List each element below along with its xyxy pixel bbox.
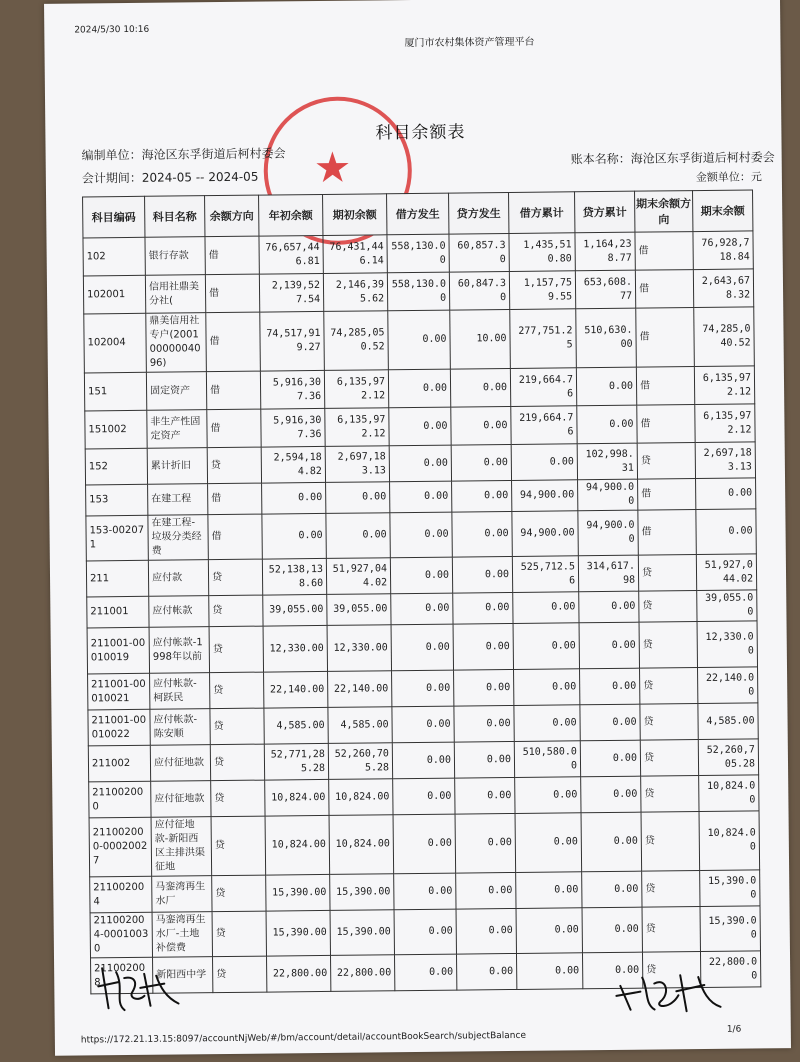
period-opening-balance: 74,285,050.52	[324, 311, 389, 371]
credit-cumulative: 0.00	[579, 622, 639, 669]
period-opening-balance: 10,824.00	[329, 815, 394, 875]
period-opening-balance: 10,824.00	[329, 779, 393, 816]
balance-direction: 贷	[210, 744, 264, 781]
year-opening-balance: 10,824.00	[265, 779, 329, 816]
account-name: 应付征地款	[151, 781, 211, 818]
account-code: 211002000-00020027	[89, 817, 152, 877]
account-code: 211001-00010021	[88, 673, 150, 710]
debit-amount: 558,130.00	[387, 234, 449, 273]
ending-balance: 22,140.00	[698, 667, 758, 704]
account-name: 应付征地款	[150, 745, 210, 782]
balance-table	[82, 189, 761, 994]
credit-amount: 0.00	[453, 623, 513, 670]
balance-direction: 贷	[207, 447, 261, 484]
period-opening-balance: 15,390.00	[330, 874, 394, 911]
credit-amount: 0.00	[456, 908, 516, 954]
year-opening-balance: 76,657,446.81	[259, 235, 323, 274]
year-opening-balance: 52,138,138.60	[262, 558, 326, 595]
account-name: 在建工程-垃圾分类经费	[148, 515, 208, 561]
debit-cumulative: 0.00	[514, 705, 580, 742]
period-opening-balance: 6,135,972.12	[324, 370, 388, 409]
col-header: 科目编码	[83, 196, 145, 238]
debit-amount: 0.00	[393, 814, 456, 874]
col-header: 期末余额	[693, 190, 753, 232]
year-opening-balance: 5,916,307.36	[260, 370, 324, 409]
ending-balance: 6,135,972.12	[694, 366, 754, 405]
ending-direction: 贷	[642, 871, 700, 908]
credit-cumulative: 0.00	[580, 704, 640, 741]
page-number: 1/6	[726, 1024, 742, 1035]
balance-direction: 贷	[212, 875, 266, 912]
period-opening-balance: 0.00	[326, 482, 390, 514]
year-opening-balance: 2,139,527.54	[259, 273, 323, 312]
ending-balance: 2,643,678.32	[693, 269, 753, 308]
ending-direction: 借	[638, 510, 696, 556]
paper-sheet	[44, 0, 791, 1056]
balance-direction: 贷	[211, 780, 265, 817]
print-datetime: 2024/5/30 10:16	[74, 24, 150, 36]
account-name: 在建工程	[148, 484, 208, 516]
account-code: 151002	[85, 410, 147, 449]
debit-cumulative: 0.00	[515, 777, 581, 814]
period-opening-balance: 76,431,446.14	[323, 235, 387, 274]
credit-cumulative: 0.00	[582, 907, 642, 953]
col-header: 年初余额	[259, 194, 323, 236]
account-code: 211002	[88, 745, 150, 782]
seal-star-icon: ★	[313, 142, 352, 193]
platform-title: 厦门市农村集体资产管理平台	[404, 36, 535, 50]
ending-balance: 76,928,718.84	[693, 231, 753, 270]
debit-cumulative: 94,900.00	[512, 511, 578, 557]
account-name: 应付款	[148, 560, 208, 597]
col-header: 借方发生	[387, 193, 449, 235]
balance-direction: 贷	[211, 816, 266, 876]
ending-balance: 22,800.00	[700, 951, 760, 988]
account-name: 信用社鼎美分社(	[145, 275, 205, 314]
period-opening-balance: 22,800.00	[331, 955, 395, 992]
year-opening-balance: 4,585.00	[264, 707, 328, 744]
debit-amount: 558,130.00	[387, 272, 449, 311]
balance-direction: 贷	[209, 626, 263, 673]
ending-direction: 借	[637, 405, 695, 444]
debit-cumulative: 1,435,510.80	[509, 233, 575, 272]
credit-cumulative: 0.00	[582, 871, 642, 908]
period-opening-balance: 12,330.00	[327, 625, 391, 672]
account-code: 102001	[83, 275, 145, 314]
account-name: 新阳西中学	[153, 957, 213, 994]
ending-direction: 借	[635, 270, 693, 309]
credit-amount: 60,857.30	[449, 233, 509, 272]
credit-amount: 0.00	[455, 777, 515, 814]
year-opening-balance: 2,594,184.82	[261, 446, 325, 483]
footer-url: https://172.21.13.15:8097/accountNjWeb/#/bm/account/detail/accountBookSearch/subjectBalance	[80, 1030, 527, 1046]
table-row	[87, 621, 757, 674]
table-row	[89, 811, 760, 877]
year-opening-balance: 15,390.00	[266, 874, 330, 911]
debit-cumulative: 219,664.76	[510, 368, 576, 407]
debit-cumulative: 0.00	[511, 444, 577, 481]
account-name: 鼎美信用社专户(20010000004096)	[146, 313, 207, 373]
account-name: 马銮湾再生水厂	[152, 876, 212, 913]
debit-amount: 0.00	[391, 624, 453, 671]
ending-direction: 贷	[640, 704, 698, 741]
debit-amount: 0.00	[388, 310, 451, 370]
period-opening-balance: 15,390.00	[330, 910, 394, 956]
year-opening-balance: 74,517,919.27	[260, 311, 325, 371]
ending-direction: 贷	[641, 776, 699, 813]
debit-amount: 0.00	[393, 778, 455, 815]
account-code: 102	[83, 237, 145, 276]
balance-direction: 借	[207, 409, 261, 448]
account-code: 211002000	[89, 781, 151, 818]
debit-cumulative: 0.00	[516, 953, 582, 990]
credit-cumulative: 0.00	[576, 367, 636, 406]
balance-direction: 贷	[212, 911, 266, 957]
ending-balance: 15,390.00	[700, 906, 760, 952]
debit-cumulative: 219,664.76	[511, 406, 577, 445]
debit-cumulative: 510,580.00	[514, 741, 580, 778]
account-name: 马銮湾再生水厂-土地补偿费	[152, 912, 212, 958]
ending-direction: 贷	[638, 555, 696, 592]
ending-direction: 借	[638, 479, 696, 511]
debit-cumulative: 0.00	[513, 623, 579, 670]
credit-cumulative: 1,164,238.77	[575, 232, 635, 271]
credit-cumulative: 94,900.00	[578, 479, 638, 511]
ending-balance: 12,330.00	[697, 621, 757, 668]
debit-amount: 0.00	[394, 909, 456, 955]
year-opening-balance: 52,771,285.28	[264, 743, 328, 780]
ending-direction: 贷	[642, 952, 700, 989]
credit-amount: 0.00	[454, 669, 514, 706]
ending-balance: 10,824.00	[699, 775, 759, 812]
ending-direction: 借	[636, 367, 694, 406]
credit-cumulative: 102,998.31	[577, 443, 637, 480]
ending-balance: 51,927,044.02	[696, 554, 756, 591]
period-opening-balance: 51,927,044.02	[326, 558, 390, 595]
account-code: 211002008	[91, 957, 153, 994]
debit-cumulative: 0.00	[514, 669, 580, 706]
year-opening-balance: 39,055.00	[263, 594, 327, 626]
debit-amount: 0.00	[392, 670, 454, 707]
ending-balance: 15,390.00	[700, 870, 760, 907]
credit-amount: 0.00	[452, 556, 512, 593]
ending-direction: 贷	[637, 443, 695, 480]
debit-amount: 0.00	[392, 742, 454, 779]
balance-direction: 贷	[210, 708, 264, 745]
account-name: 固定资产	[146, 372, 206, 411]
account-name: 累计折旧	[147, 448, 207, 485]
debit-amount: 0.00	[394, 954, 456, 991]
ending-direction: 贷	[641, 812, 700, 872]
account-name: 非生产性固定资产	[147, 410, 207, 449]
account-name: 应付帐款-陈安顺	[150, 709, 210, 746]
ending-balance: 74,285,040.52	[694, 307, 755, 367]
col-header: 贷方累计	[575, 191, 635, 233]
account-name: 应付征地款-新阳西区主排洪渠征地	[151, 817, 212, 877]
ending-direction: 贷	[640, 740, 698, 777]
balance-direction: 借	[206, 312, 261, 372]
debit-amount: 0.00	[389, 407, 451, 446]
ending-direction: 贷	[639, 591, 697, 623]
account-book-name: 账本名称：海沧区东孚街道后柯村委会	[570, 150, 775, 167]
period-opening-balance: 39,055.00	[327, 594, 391, 626]
ending-direction: 借	[636, 308, 695, 368]
account-code: 211001-00010022	[88, 709, 150, 746]
account-code: 102004	[84, 313, 147, 373]
period-opening-balance: 0.00	[326, 513, 390, 559]
currency-unit: 金额单位：元	[695, 170, 762, 185]
table-row	[90, 906, 760, 958]
debit-cumulative: 1,157,759.55	[509, 271, 575, 310]
account-name: 银行存款	[145, 237, 205, 276]
balance-direction: 贷	[209, 595, 263, 627]
ending-balance: 2,697,183.13	[695, 442, 755, 479]
ending-balance: 10,824.00	[699, 811, 760, 871]
col-header: 借方累计	[509, 192, 575, 234]
col-header: 期初余额	[323, 194, 387, 236]
debit-amount: 0.00	[388, 369, 450, 408]
year-opening-balance: 10,824.00	[265, 815, 330, 875]
ending-balance: 52,260,705.28	[698, 739, 758, 776]
ending-balance: 4,585.00	[698, 703, 758, 740]
table-row	[86, 509, 756, 561]
account-code: 153	[86, 484, 148, 516]
balance-direction: 借	[206, 371, 260, 410]
credit-amount: 0.00	[450, 368, 510, 407]
account-code: 211002004-00010030	[90, 912, 152, 958]
debit-amount: 0.00	[391, 593, 453, 625]
account-code: 152	[85, 448, 147, 485]
year-opening-balance: 15,390.00	[266, 910, 330, 956]
debit-amount: 0.00	[392, 706, 454, 743]
account-code: 211002004	[90, 876, 152, 913]
account-code: 211	[86, 560, 148, 597]
account-code: 211001-00010019	[87, 627, 149, 674]
credit-cumulative: 653,608.77	[575, 270, 635, 309]
balance-direction: 贷	[210, 672, 264, 709]
col-header: 期末余额方向	[635, 191, 693, 233]
credit-cumulative: 94,900.00	[578, 510, 638, 556]
credit-amount: 0.00	[453, 592, 513, 624]
period-opening-balance: 6,135,972.12	[325, 408, 389, 447]
credit-cumulative: 314,617.98	[578, 555, 638, 592]
debit-cumulative: 0.00	[513, 592, 579, 624]
year-opening-balance: 5,916,307.36	[261, 408, 325, 447]
debit-amount: 0.00	[390, 481, 452, 513]
debit-cumulative: 0.00	[516, 872, 582, 909]
table-row	[84, 307, 755, 373]
credit-cumulative: 0.00	[581, 812, 642, 872]
debit-amount: 0.00	[389, 445, 451, 482]
credit-amount: 0.00	[451, 444, 511, 481]
balance-direction: 贷	[213, 956, 267, 993]
account-name: 应付帐款-柯跃民	[150, 673, 210, 710]
account-code: 151	[84, 372, 146, 411]
year-opening-balance: 0.00	[262, 513, 326, 559]
period-opening-balance: 22,140.00	[328, 671, 392, 708]
balance-direction: 借	[205, 236, 259, 275]
col-header: 贷方发生	[449, 192, 509, 234]
credit-amount: 0.00	[451, 406, 511, 445]
credit-cumulative: 0.00	[577, 405, 637, 444]
credit-cumulative: 0.00	[579, 591, 639, 623]
ending-direction: 贷	[642, 907, 700, 953]
signature-left	[94, 957, 185, 1022]
debit-cumulative: 0.00	[515, 813, 582, 873]
debit-cumulative: 0.00	[516, 908, 582, 954]
ending-direction: 贷	[640, 668, 698, 705]
credit-amount: 0.00	[456, 872, 516, 909]
credit-amount: 0.00	[454, 705, 514, 742]
col-header: 余额方向	[205, 195, 259, 237]
account-code: 153-002071	[86, 515, 148, 561]
year-opening-balance: 12,330.00	[263, 625, 327, 672]
account-name: 应付帐款	[149, 596, 209, 628]
credit-amount: 0.00	[456, 953, 516, 990]
ending-balance: 39,055.00	[697, 590, 757, 622]
col-header: 科目名称	[145, 196, 205, 238]
signature-right	[614, 965, 725, 1020]
accounting-period: 会计期间：2024-05 -- 2024-05	[81, 169, 259, 186]
credit-amount: 0.00	[452, 511, 512, 557]
debit-cumulative: 277,751.25	[510, 309, 577, 369]
period-opening-balance: 52,260,705.28	[328, 743, 392, 780]
year-opening-balance: 22,800.00	[267, 955, 331, 992]
balance-direction: 借	[208, 514, 262, 560]
debit-cumulative: 94,900.00	[512, 480, 578, 512]
credit-cumulative: 0.00	[580, 668, 640, 705]
balance-direction: 借	[208, 483, 262, 515]
account-name: 应付帐款-1998年以前	[149, 627, 209, 674]
credit-cumulative: 0.00	[582, 952, 642, 989]
debit-amount: 0.00	[394, 873, 456, 910]
credit-cumulative: 510,630.00	[576, 308, 637, 368]
year-opening-balance: 0.00	[262, 482, 326, 514]
period-opening-balance: 4,585.00	[328, 707, 392, 744]
account-code: 211001	[87, 596, 149, 628]
credit-cumulative: 0.00	[581, 776, 641, 813]
credit-amount: 60,847.30	[449, 271, 509, 310]
balance-direction: 贷	[208, 559, 262, 596]
credit-amount: 0.00	[454, 741, 514, 778]
credit-amount: 0.00	[455, 813, 516, 873]
compiling-unit: 编制单位：海沧区东孚街道后柯村委会	[81, 146, 286, 163]
credit-cumulative: 0.00	[580, 740, 640, 777]
ending-direction: 借	[635, 232, 693, 271]
credit-amount: 0.00	[452, 480, 512, 512]
period-opening-balance: 2,697,183.13	[325, 446, 389, 483]
credit-amount: 10.00	[450, 309, 511, 369]
debit-cumulative: 525,712.56	[512, 556, 578, 593]
year-opening-balance: 22,140.00	[264, 671, 328, 708]
ending-direction: 贷	[639, 622, 697, 669]
debit-amount: 0.00	[390, 512, 452, 558]
ending-balance: 6,135,972.12	[695, 404, 755, 443]
table-header-row	[83, 190, 753, 238]
period-opening-balance: 2,146,395.62	[323, 273, 387, 312]
debit-amount: 0.00	[390, 557, 452, 594]
balance-direction: 借	[205, 274, 259, 313]
document-title: 科目余额表	[375, 122, 466, 144]
ending-balance: 0.00	[696, 509, 756, 555]
ending-balance: 0.00	[696, 478, 756, 510]
